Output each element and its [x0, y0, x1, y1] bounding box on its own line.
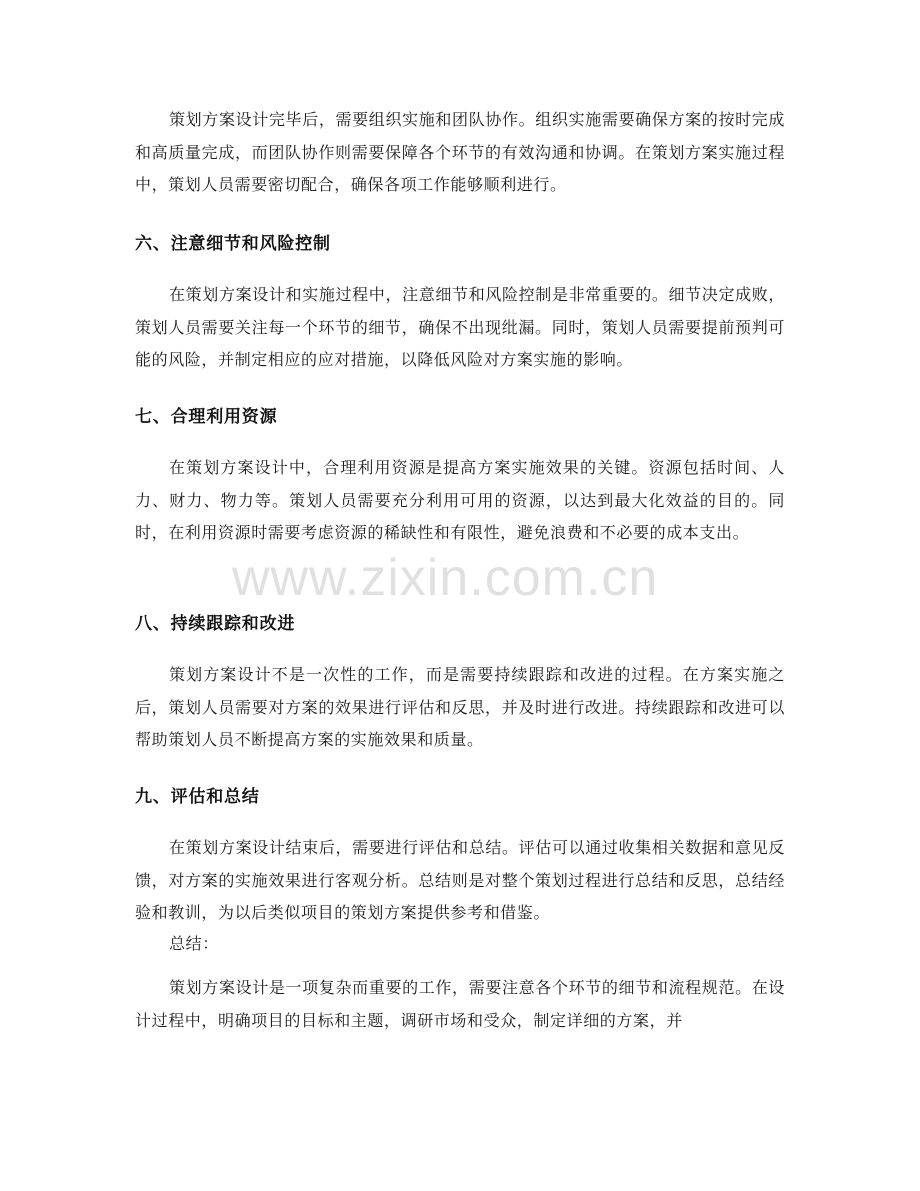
- section-7-heading: 七、合理利用资源: [135, 407, 278, 427]
- section-6-paragraph: 在策划方案设计和实施过程中，注意细节和风险控制是非常重要的。细节决定成败，策划人员需要关注每一个环节的细节，确保不出现纰漏。同时，策划人员需要提前预判可能的风险，并制定相应的应对措施，以降低风险对方案实施的影响。: [135, 285, 785, 369]
- section-6-heading: 六、注意细节和风险控制: [135, 234, 331, 254]
- summary-label: 总结：: [169, 934, 219, 953]
- section-8-heading: 八、持续跟踪和改进: [135, 614, 296, 634]
- intro-paragraph: 策划方案设计完毕后，需要组织实施和团队协作。组织实施需要确保方案的按时完成和高质量完成，而团队协作则需要保障各个环节的有效沟通和协调。在策划方案实施过程中，策划人员需要密切配合，确保各项工作能够顺利进行。: [135, 110, 785, 194]
- section-7-paragraph: 在策划方案设计中，合理利用资源是提高方案实施效果的关键。资源包括时间、人力、财力、物力等。策划人员需要充分利用可用的资源，以达到最大化效益的目的。同时，在利用资源时需要考虑资源的稀缺性和有限性，避免浪费和不必要的成本支出。: [135, 458, 785, 542]
- summary-paragraph: 策划方案设计是一项复杂而重要的工作，需要注意各个环节的细节和流程规范。在设计过程中，明确项目的目标和主题，调研市场和受众，制定详细的方案，并: [135, 978, 785, 1030]
- watermark: www.zixin.com.cn: [232, 549, 659, 607]
- section-9-heading: 九、评估和总结: [135, 787, 260, 807]
- section-9-paragraph: 在策划方案设计结束后，需要进行评估和总结。评估可以通过收集相关数据和意见反馈，对方案的实施效果进行客观分析。总结则是对整个策划过程进行总结和反思，总结经验和教训，为以后类似项目的策划方案提供参考和借鉴。: [135, 838, 785, 922]
- section-8-paragraph: 策划方案设计不是一次性的工作，而是需要持续跟踪和改进的过程。在方案实施之后，策划人员需要对方案的效果进行评估和反思，并及时进行改进。持续跟踪和改进可以帮助策划人员不断提高方案的实施效果和质量。: [135, 665, 785, 749]
